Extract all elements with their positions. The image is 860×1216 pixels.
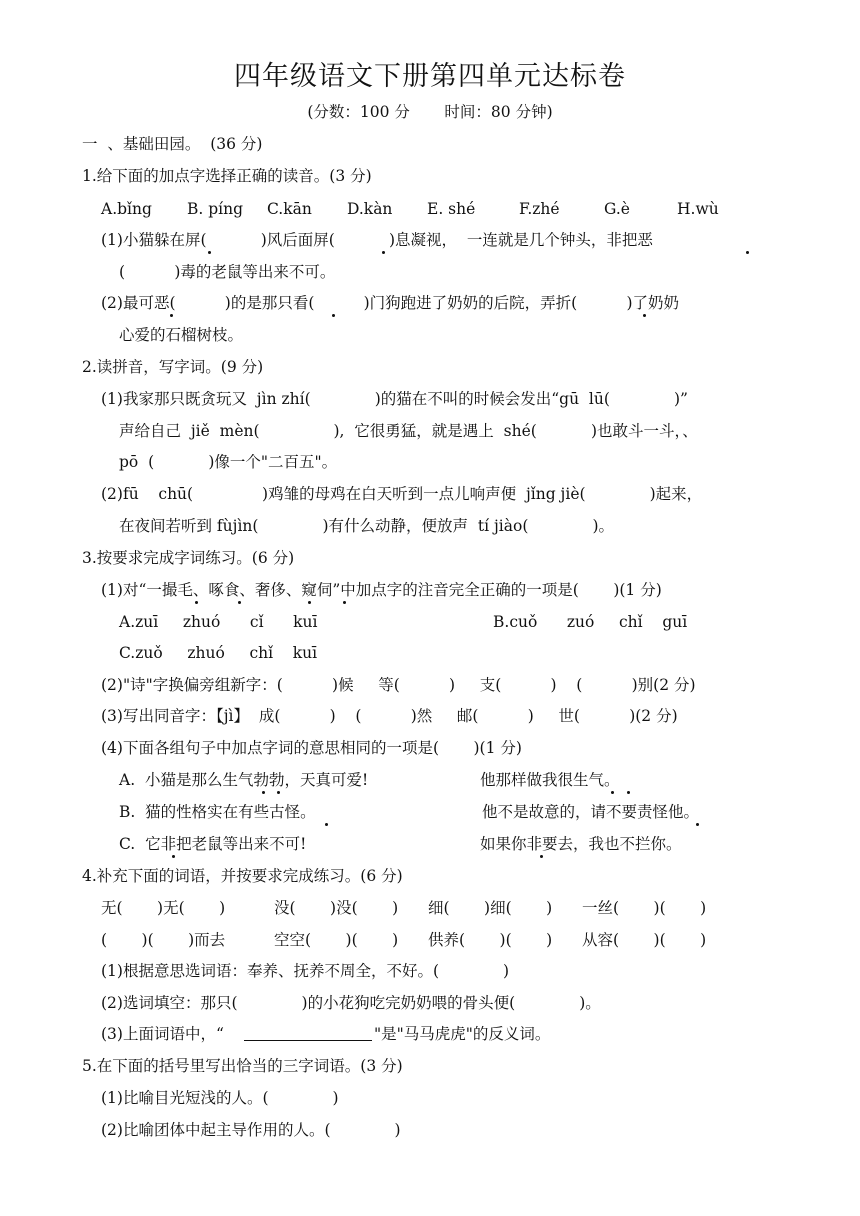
q4-idiom: ( )( )而去 bbox=[101, 931, 226, 949]
answer-blank-line bbox=[244, 1040, 372, 1041]
q3-option-a: A.zuī zhuó cǐ kuī bbox=[119, 613, 318, 631]
q4-line: (2)选词填空：那只( )的小花狗吃完奶奶喂的骨头便( )。 bbox=[101, 994, 601, 1012]
emphasis-dot bbox=[746, 251, 749, 254]
emphasis-dot bbox=[332, 314, 335, 317]
q1-option: E. shé bbox=[427, 200, 476, 218]
q5-line: (2)比喻团体中起主导作用的人。( ) bbox=[101, 1121, 401, 1139]
emphasis-dot bbox=[382, 251, 385, 254]
q1-option: C.kān bbox=[267, 200, 312, 218]
q2-line: (2)fū chū( )鸡雏的母鸡在白天听到一点儿响声便 jǐng jiè( )起来， bbox=[101, 485, 703, 503]
q1-line: ( )毒的老鼠等出来不可。 bbox=[119, 263, 336, 281]
question-2-title: 2.读拼音，写字词。(9 分) bbox=[82, 358, 264, 376]
question-3-title: 3.按要求完成字词练习。(6 分) bbox=[82, 549, 295, 567]
q4-line-3b: "是"马马虎虎"的反义词。 bbox=[374, 1025, 551, 1043]
q3-choice-c-right: 如果你非要去，我也不拦你。 bbox=[480, 835, 682, 853]
emphasis-dot bbox=[325, 823, 328, 826]
q4-line-3a: (3)上面词语中，“ bbox=[101, 1025, 224, 1043]
question-4-title: 4.补充下面的词语，并按要求完成练习。(6 分) bbox=[82, 867, 403, 885]
q5-line: (1)比喻目光短浅的人。( ) bbox=[101, 1089, 339, 1107]
q1-option: B. píng bbox=[187, 200, 244, 218]
q4-idiom: 从容( )( ) bbox=[582, 931, 707, 949]
q1-line: 心爱的石榴树枝。 bbox=[119, 326, 244, 344]
q3-choice-a-right: 他那样做我很生气。 bbox=[480, 771, 620, 789]
emphasis-dot bbox=[611, 791, 614, 794]
emphasis-dot bbox=[195, 601, 198, 604]
emphasis-dot bbox=[238, 601, 241, 604]
q3-line: (4)下面各组句子中加点字词的意思相同的一项是( )(1 分) bbox=[101, 739, 522, 757]
page-title: 四年级语文下册第四单元达标卷 bbox=[234, 61, 626, 92]
q2-line: 声给自己 jiě mèn( ), 它很勇猛，就是遇上 shé( )也敢斗一斗，、 bbox=[119, 422, 698, 440]
question-1-title: 1.给下面的加点字选择正确的读音。(3 分) bbox=[82, 167, 372, 185]
q3-option-b: B.cuǒ zuó chǐ guī bbox=[493, 613, 688, 631]
q2-line: (1)我家那只既贪玩又 jìn zhí( )的猫在不叫的时候会发出“gū lū( )” bbox=[101, 390, 688, 408]
q2-line: pō ( )像一个"二百五"。 bbox=[119, 453, 338, 471]
emphasis-dot bbox=[262, 791, 265, 794]
emphasis-dot bbox=[343, 601, 346, 604]
q3-line: (2)"诗"字换偏旁组新字：( )候 等( ) 支( ) ( )别(2 分) bbox=[101, 676, 696, 694]
q4-idiom: 一丝( )( ) bbox=[582, 899, 707, 917]
q4-line: (1)根据意思选词语：奉养、抚养不周全，不好。( ) bbox=[101, 962, 510, 980]
q1-line: (2)最可恶( )的是那只看( )门狗跑进了奶奶的后院，弄折( )了奶奶 bbox=[101, 294, 680, 312]
emphasis-dot bbox=[170, 314, 173, 317]
emphasis-dot bbox=[208, 251, 211, 254]
q3-choice-c-left: C. 它非把老鼠等出来不可! bbox=[119, 835, 307, 853]
q3-line: (3)写出同音字：【jì】 成( ) ( )然 邮( ) 世( )(2 分) bbox=[101, 707, 678, 725]
q4-idiom: 空空( )( ) bbox=[274, 931, 399, 949]
q4-idiom: 没( )没( ) bbox=[274, 899, 399, 917]
emphasis-dot bbox=[643, 314, 646, 317]
q2-line: 在夜间若听到 fùjìn( )有什么动静，便放声 tí jiào( )。 bbox=[119, 517, 614, 535]
emphasis-dot bbox=[540, 855, 543, 858]
q3-line: (1)对“一撮毛、啄食、奢侈、窥伺”中加点字的注音完全正确的一项是( )(1 分) bbox=[101, 581, 662, 599]
q1-option: D.kàn bbox=[347, 200, 393, 218]
section-heading: 一 、基础田园。 (36 分) bbox=[82, 135, 263, 153]
emphasis-dot bbox=[172, 855, 175, 858]
emphasis-dot bbox=[696, 823, 699, 826]
q4-idiom: 无( )无( ) bbox=[101, 899, 226, 917]
q1-line: (1)小猫躲在屏( )风后面屏( )息凝视， 一连就是几个钟头，非把恶 bbox=[101, 231, 653, 249]
emphasis-dot bbox=[627, 791, 630, 794]
question-5-title: 5.在下面的括号里写出恰当的三字词语。(3 分) bbox=[82, 1057, 403, 1075]
q3-choice-b-right: 他不是故意的，请不要责怪他。 bbox=[482, 803, 700, 821]
q3-choice-b-left: B. 猫的性格实在有些古怪。 bbox=[119, 803, 316, 821]
q1-option: A.bǐng bbox=[101, 200, 152, 218]
q4-idiom: 供养( )( ) bbox=[428, 931, 553, 949]
emphasis-dot bbox=[277, 791, 280, 794]
emphasis-dot bbox=[308, 601, 311, 604]
q3-choice-a-left: A. 小猫是那么生气勃勃，天真可爱! bbox=[119, 771, 369, 789]
q1-option: G.è bbox=[604, 200, 630, 218]
q4-idiom: 细( )细( ) bbox=[428, 899, 553, 917]
q1-option: H.wù bbox=[677, 200, 719, 218]
q3-option-c: C.zuǒ zhuó chǐ kuī bbox=[119, 644, 318, 662]
page-subtitle: (分数：100 分 时间：80 分钟) bbox=[307, 103, 553, 121]
q1-option: F.zhé bbox=[519, 200, 560, 218]
